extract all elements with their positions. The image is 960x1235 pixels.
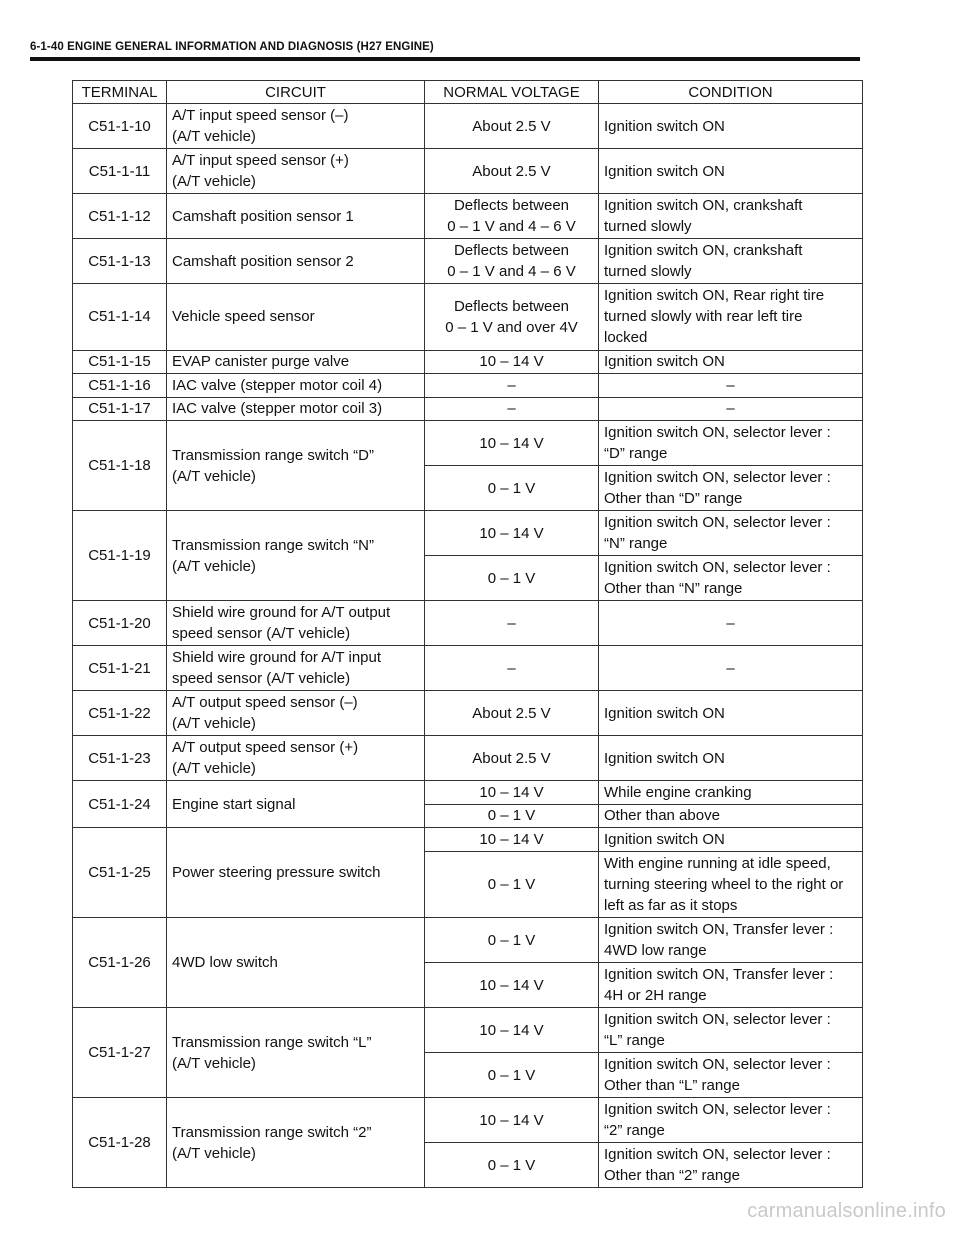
voltage-line: About 2.5 V	[472, 749, 551, 767]
voltage-line: 10 – 14 V	[479, 830, 544, 848]
condition-cell	[599, 736, 863, 781]
terminal-cell: C51-1-16	[73, 374, 167, 398]
condition-line: “D” range	[604, 445, 668, 462]
circuit-cell	[167, 284, 425, 351]
normal-voltage-cell	[425, 350, 599, 374]
terminal-cell: C51-1-15	[73, 350, 167, 374]
normal-voltage-cell	[425, 194, 599, 239]
table-row	[73, 918, 863, 963]
voltage-line: 10 – 14 V	[479, 524, 544, 542]
terminal-cell: C51-1-27	[73, 1008, 167, 1098]
voltage-line: 0 – 1 V	[487, 1066, 536, 1084]
condition-cell	[599, 511, 863, 556]
voltage-line: Deflects between	[453, 197, 570, 214]
circuit-line: (A/T vehicle)	[172, 760, 256, 777]
condition-cell	[599, 104, 863, 149]
normal-voltage-cell	[425, 1143, 599, 1188]
condition-cell	[599, 781, 863, 805]
column-header-condition: CONDITION	[599, 81, 863, 104]
condition-line: Ignition switch ON	[604, 117, 725, 135]
terminal-cell: C51-1-26	[73, 918, 167, 1008]
terminal-cell: C51-1-12	[73, 194, 167, 239]
voltage-line: 0 – 1 V and 4 – 6 V	[447, 263, 576, 280]
condition-cell	[599, 374, 863, 398]
circuit-line: EVAP canister purge valve	[172, 353, 350, 371]
circuit-cell	[167, 691, 425, 736]
table-body	[73, 104, 863, 1188]
table-row	[73, 511, 863, 556]
watermark: carmanualsonline.info	[747, 1200, 946, 1222]
circuit-cell	[167, 828, 425, 918]
circuit-line: (A/T vehicle)	[172, 1054, 256, 1072]
voltage-line: –	[507, 400, 516, 418]
condition-line: turning steering wheel to the right or	[604, 875, 844, 893]
circuit-cell	[167, 374, 425, 398]
condition-line: Other than “2” range	[604, 1167, 740, 1184]
voltage-line: 0 – 1 V	[487, 931, 536, 949]
normal-voltage-cell	[425, 556, 599, 601]
terminal-cell: C51-1-25	[73, 828, 167, 918]
voltage-line: 0 – 1 V and 4 – 6 V	[447, 218, 576, 235]
condition-cell	[599, 963, 863, 1008]
condition-line: “2” range	[604, 1122, 665, 1139]
table-row	[73, 1008, 863, 1053]
condition-line: turned slowly with rear left tire	[604, 308, 803, 326]
voltage-line: 0 – 1 V	[487, 479, 536, 497]
terminal-cell: C51-1-17	[73, 397, 167, 421]
circuit-line: 4WD low switch	[172, 954, 278, 971]
normal-voltage-cell	[425, 239, 599, 284]
condition-line: Other than above	[604, 807, 720, 825]
circuit-line: (A/T vehicle)	[172, 557, 256, 575]
circuit-cell	[167, 1098, 425, 1188]
circuit-line: Transmission range switch “L”	[172, 1033, 372, 1051]
normal-voltage-cell	[425, 149, 599, 194]
circuit-line: (A/T vehicle)	[172, 715, 256, 732]
terminal-cell: C51-1-28	[73, 1098, 167, 1188]
condition-line: Other than “L” range	[604, 1077, 740, 1094]
circuit-cell	[167, 781, 425, 828]
circuit-cell	[167, 149, 425, 194]
condition-line: Ignition switch ON, selector lever :	[604, 424, 831, 441]
condition-cell	[599, 284, 863, 351]
voltage-line: 0 – 1 V and over 4V	[445, 318, 578, 336]
table-row	[73, 284, 863, 351]
voltage-line: About 2.5 V	[472, 704, 551, 722]
voltage-line: 10 – 14 V	[479, 353, 544, 371]
condition-cell	[599, 828, 863, 852]
circuit-line: (A/T vehicle)	[172, 1144, 256, 1162]
condition-cell	[599, 556, 863, 601]
circuit-line: Power steering pressure switch	[172, 864, 381, 881]
condition-cell	[599, 804, 863, 828]
voltage-line: About 2.5 V	[472, 117, 551, 135]
normal-voltage-cell	[425, 511, 599, 556]
normal-voltage-cell	[425, 828, 599, 852]
table-row	[73, 104, 863, 149]
normal-voltage-cell	[425, 963, 599, 1008]
voltage-line: 0 – 1 V	[487, 807, 536, 825]
condition-line: left as far as it stops	[604, 896, 738, 914]
circuit-line: A/T output speed sensor (–)	[172, 694, 358, 711]
condition-cell	[599, 149, 863, 194]
voltage-line: About 2.5 V	[472, 162, 551, 180]
condition-line: locked	[604, 329, 648, 347]
circuit-cell	[167, 397, 425, 421]
header-rule	[30, 57, 860, 61]
terminal-cell: C51-1-23	[73, 736, 167, 781]
voltage-line: Deflects between	[453, 242, 570, 259]
terminal-cell: C51-1-19	[73, 511, 167, 601]
condition-cell	[599, 691, 863, 736]
condition-cell	[599, 239, 863, 284]
normal-voltage-cell	[425, 466, 599, 511]
normal-voltage-cell	[425, 1053, 599, 1098]
voltage-line: 10 – 14 V	[479, 1021, 544, 1039]
circuit-line: (A/T vehicle)	[172, 128, 256, 145]
condition-cell	[599, 918, 863, 963]
voltage-line: Deflects between	[453, 297, 570, 315]
circuit-line: Transmission range switch “2”	[172, 1123, 372, 1141]
normal-voltage-cell	[425, 284, 599, 351]
table-row	[73, 691, 863, 736]
voltage-line: 0 – 1 V	[487, 1156, 536, 1174]
normal-voltage-cell	[425, 374, 599, 398]
voltage-line: 0 – 1 V	[487, 875, 536, 893]
circuit-line: Transmission range switch “N”	[172, 536, 374, 554]
terminal-cell: C51-1-20	[73, 601, 167, 646]
circuit-cell	[167, 239, 425, 284]
normal-voltage-cell	[425, 804, 599, 828]
condition-line: Ignition switch ON, selector lever :	[604, 469, 831, 486]
condition-line: 4H or 2H range	[604, 987, 707, 1004]
table-row	[73, 781, 863, 805]
condition-line: Ignition switch ON, Transfer lever :	[604, 966, 834, 983]
table-row	[73, 646, 863, 691]
circuit-line: Camshaft position sensor 1	[172, 207, 354, 225]
condition-line: Ignition switch ON, selector lever :	[604, 559, 831, 576]
circuit-cell	[167, 601, 425, 646]
condition-cell	[599, 1053, 863, 1098]
voltage-line: 10 – 14 V	[479, 434, 544, 452]
normal-voltage-cell	[425, 601, 599, 646]
condition-cell	[599, 1008, 863, 1053]
column-header-circuit: CIRCUIT	[167, 81, 425, 104]
voltage-line: –	[507, 614, 516, 632]
normal-voltage-cell	[425, 691, 599, 736]
voltage-line: 10 – 14 V	[479, 1111, 544, 1129]
condition-line: While engine cranking	[604, 783, 752, 801]
normal-voltage-cell	[425, 781, 599, 805]
table-header-row	[73, 81, 863, 104]
condition-cell	[599, 1098, 863, 1143]
page-header: 6-1-40 ENGINE GENERAL INFORMATION AND DIAGNOSIS (H27 ENGINE)	[30, 41, 434, 53]
table-row	[73, 736, 863, 781]
terminal-cell: C51-1-10	[73, 104, 167, 149]
circuit-line: (A/T vehicle)	[172, 467, 256, 485]
condition-line: Ignition switch ON	[604, 830, 725, 848]
condition-line: Ignition switch ON, selector lever :	[604, 1146, 831, 1163]
table-row	[73, 374, 863, 398]
condition-line: Ignition switch ON, crankshaft	[604, 197, 803, 214]
normal-voltage-cell	[425, 104, 599, 149]
circuit-cell	[167, 421, 425, 511]
terminal-cell: C51-1-11	[73, 149, 167, 194]
normal-voltage-cell	[425, 851, 599, 918]
condition-line: Ignition switch ON	[604, 749, 725, 767]
condition-line: –	[726, 376, 735, 394]
condition-line: Other than “N” range	[604, 580, 743, 597]
condition-line: Ignition switch ON, selector lever :	[604, 1056, 831, 1073]
circuit-cell	[167, 194, 425, 239]
circuit-cell	[167, 1008, 425, 1098]
circuit-line: speed sensor (A/T vehicle)	[172, 625, 351, 642]
circuit-line: speed sensor (A/T vehicle)	[172, 670, 351, 687]
condition-line: Ignition switch ON, Transfer lever :	[604, 921, 834, 938]
normal-voltage-cell	[425, 1008, 599, 1053]
condition-line: Ignition switch ON	[604, 353, 725, 371]
table-row	[73, 828, 863, 852]
voltage-line: 0 – 1 V	[487, 569, 536, 587]
circuit-cell	[167, 511, 425, 601]
condition-cell	[599, 601, 863, 646]
circuit-line: A/T input speed sensor (–)	[172, 107, 349, 124]
voltage-line: 10 – 14 V	[479, 976, 544, 994]
table-row	[73, 239, 863, 284]
normal-voltage-cell	[425, 421, 599, 466]
condition-line: Ignition switch ON	[604, 162, 725, 180]
table-row	[73, 601, 863, 646]
table-row	[73, 1098, 863, 1143]
voltage-line: 10 – 14 V	[479, 783, 544, 801]
table-row	[73, 397, 863, 421]
condition-cell	[599, 421, 863, 466]
normal-voltage-cell	[425, 646, 599, 691]
terminal-cell: C51-1-21	[73, 646, 167, 691]
circuit-line: IAC valve (stepper motor coil 4)	[172, 376, 383, 394]
condition-cell	[599, 1143, 863, 1188]
normal-voltage-cell	[425, 918, 599, 963]
circuit-line: Transmission range switch “D”	[172, 446, 374, 464]
condition-line: Other than “D” range	[604, 490, 743, 507]
circuit-line: IAC valve (stepper motor coil 3)	[172, 400, 383, 418]
condition-line: –	[726, 614, 735, 632]
circuit-line: Vehicle speed sensor	[172, 308, 315, 326]
terminal-cell: C51-1-13	[73, 239, 167, 284]
circuit-line: Camshaft position sensor 2	[172, 252, 354, 270]
circuit-cell	[167, 736, 425, 781]
condition-cell	[599, 466, 863, 511]
condition-line: With engine running at idle speed,	[604, 854, 831, 872]
voltage-line: –	[507, 376, 516, 394]
voltage-line: –	[507, 659, 516, 677]
circuit-line: Shield wire ground for A/T output	[172, 604, 391, 621]
circuit-cell	[167, 104, 425, 149]
circuit-cell	[167, 646, 425, 691]
condition-line: “N” range	[604, 535, 668, 552]
terminal-cell: C51-1-24	[73, 781, 167, 828]
condition-line: Ignition switch ON, Rear right tire	[604, 287, 825, 305]
condition-cell	[599, 397, 863, 421]
condition-cell	[599, 194, 863, 239]
condition-line: turned slowly	[604, 263, 692, 280]
table-row	[73, 350, 863, 374]
normal-voltage-cell	[425, 1098, 599, 1143]
condition-line: –	[726, 400, 735, 418]
table-row	[73, 194, 863, 239]
condition-line: turned slowly	[604, 218, 692, 235]
condition-line: –	[726, 659, 735, 677]
condition-cell	[599, 350, 863, 374]
condition-line: “L” range	[604, 1032, 665, 1049]
terminal-voltage-table	[72, 80, 863, 1188]
column-header-normal-voltage: NORMAL VOLTAGE	[425, 81, 599, 104]
condition-cell	[599, 646, 863, 691]
condition-line: Ignition switch ON, crankshaft	[604, 242, 803, 259]
condition-line: Ignition switch ON	[604, 704, 725, 722]
circuit-cell	[167, 350, 425, 374]
terminal-cell: C51-1-14	[73, 284, 167, 351]
circuit-line: Shield wire ground for A/T input	[172, 649, 382, 666]
circuit-line: A/T output speed sensor (+)	[172, 739, 359, 756]
column-header-terminal: TERMINAL	[73, 81, 167, 104]
table-row	[73, 421, 863, 466]
normal-voltage-cell	[425, 397, 599, 421]
condition-line: Ignition switch ON, selector lever :	[604, 1101, 831, 1118]
condition-line: Ignition switch ON, selector lever :	[604, 1011, 831, 1028]
condition-line: Ignition switch ON, selector lever :	[604, 514, 831, 531]
terminal-cell: C51-1-18	[73, 421, 167, 511]
circuit-line: (A/T vehicle)	[172, 173, 256, 190]
normal-voltage-cell	[425, 736, 599, 781]
table-row	[73, 149, 863, 194]
circuit-line: Engine start signal	[172, 795, 296, 813]
circuit-cell	[167, 918, 425, 1008]
circuit-line: A/T input speed sensor (+)	[172, 152, 349, 169]
condition-line: 4WD low range	[604, 942, 707, 959]
terminal-cell: C51-1-22	[73, 691, 167, 736]
condition-cell	[599, 851, 863, 918]
